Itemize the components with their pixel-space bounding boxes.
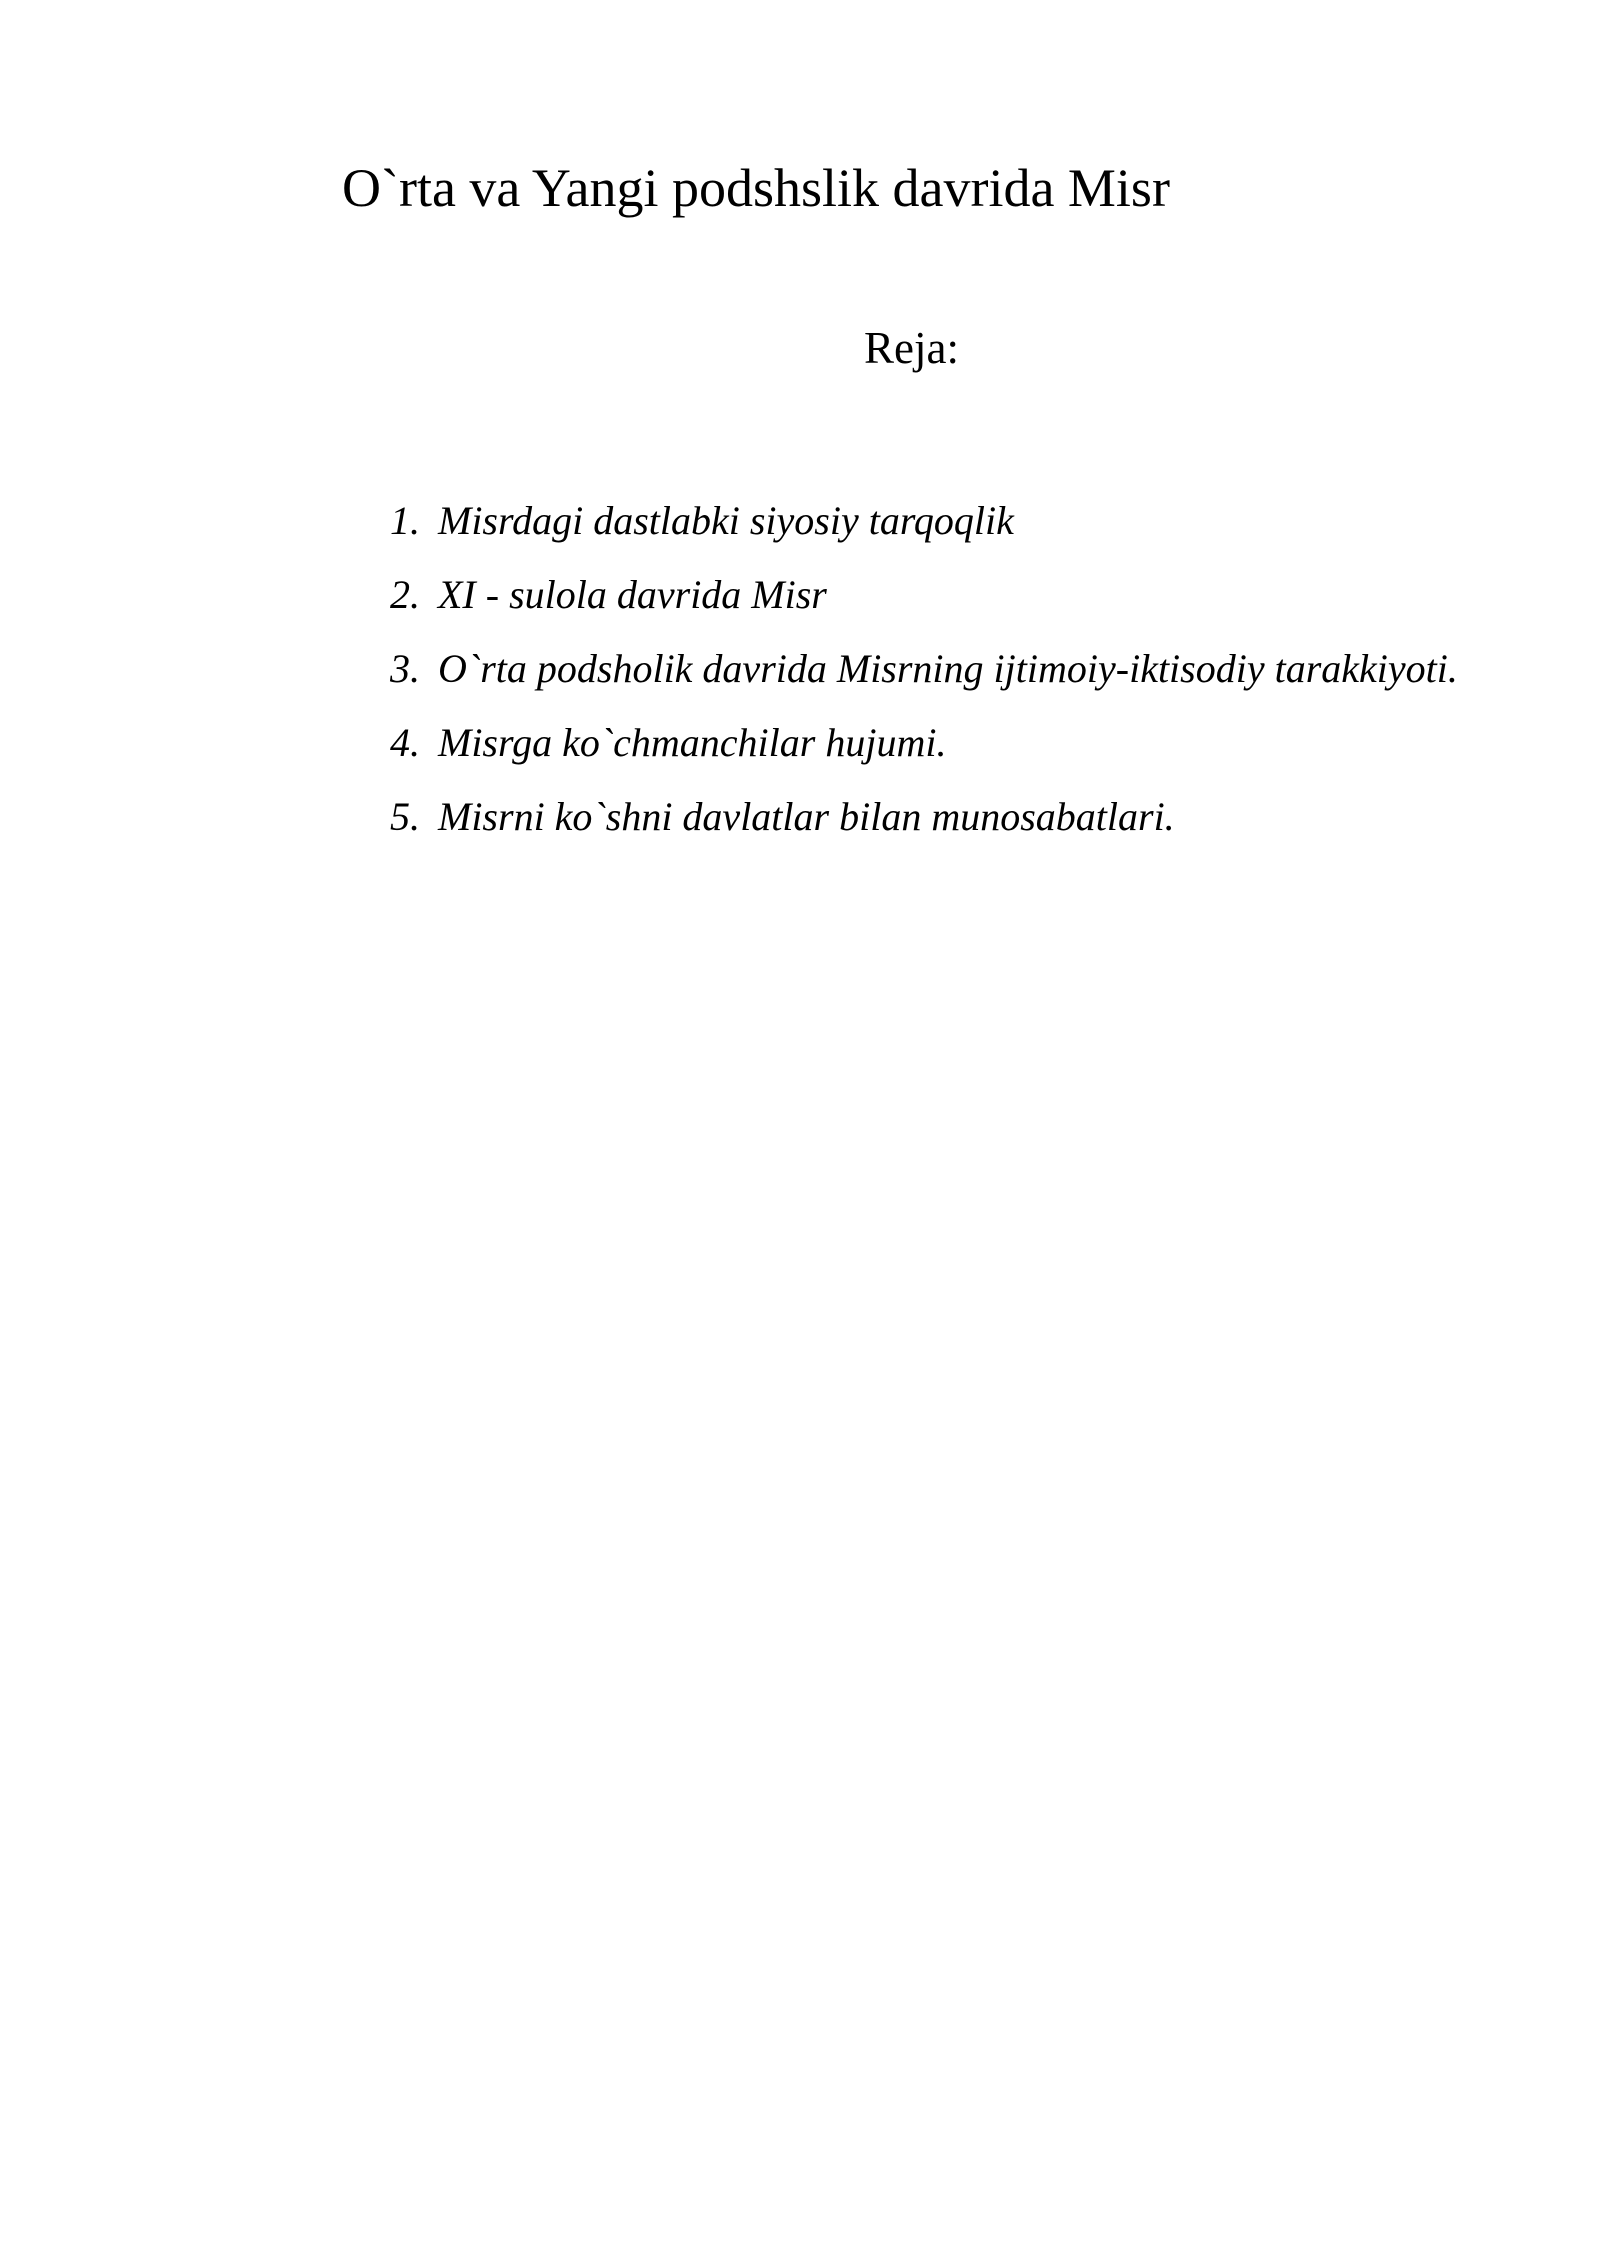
- plan-item-number: 3.: [390, 646, 420, 691]
- plan-item-text: Misrdagi dastlabki siyosiy tarqoqlik: [438, 498, 1014, 543]
- plan-item-5: [390, 780, 1488, 854]
- plan-item-number: 4.: [390, 720, 420, 765]
- plan-item-3: [390, 632, 1488, 706]
- plan-list: [390, 484, 1488, 854]
- plan-item-text: XI - sulola davrida Misr: [438, 572, 827, 617]
- plan-item-number: 5.: [390, 794, 420, 839]
- plan-item-1: [390, 484, 1488, 558]
- plan-item-4: [390, 706, 1488, 780]
- plan-item-number: 1.: [390, 498, 420, 543]
- document-title: O`rta va Yangi podshslik davrida Misr: [342, 158, 1170, 218]
- plan-item-number: 2.: [390, 572, 420, 617]
- plan-heading: Reja:: [864, 323, 959, 373]
- plan-item-text: O`rta podsholik davrida Misrning ijtimoiy-iktisodiy tarakkiyoti.: [438, 646, 1458, 691]
- plan-item-text: Misrga ko`chmanchilar hujumi.: [438, 720, 947, 765]
- plan-item-2: [390, 558, 1488, 632]
- plan-item-text: Misrni ko`shni davlatlar bilan munosabatlari.: [438, 794, 1175, 839]
